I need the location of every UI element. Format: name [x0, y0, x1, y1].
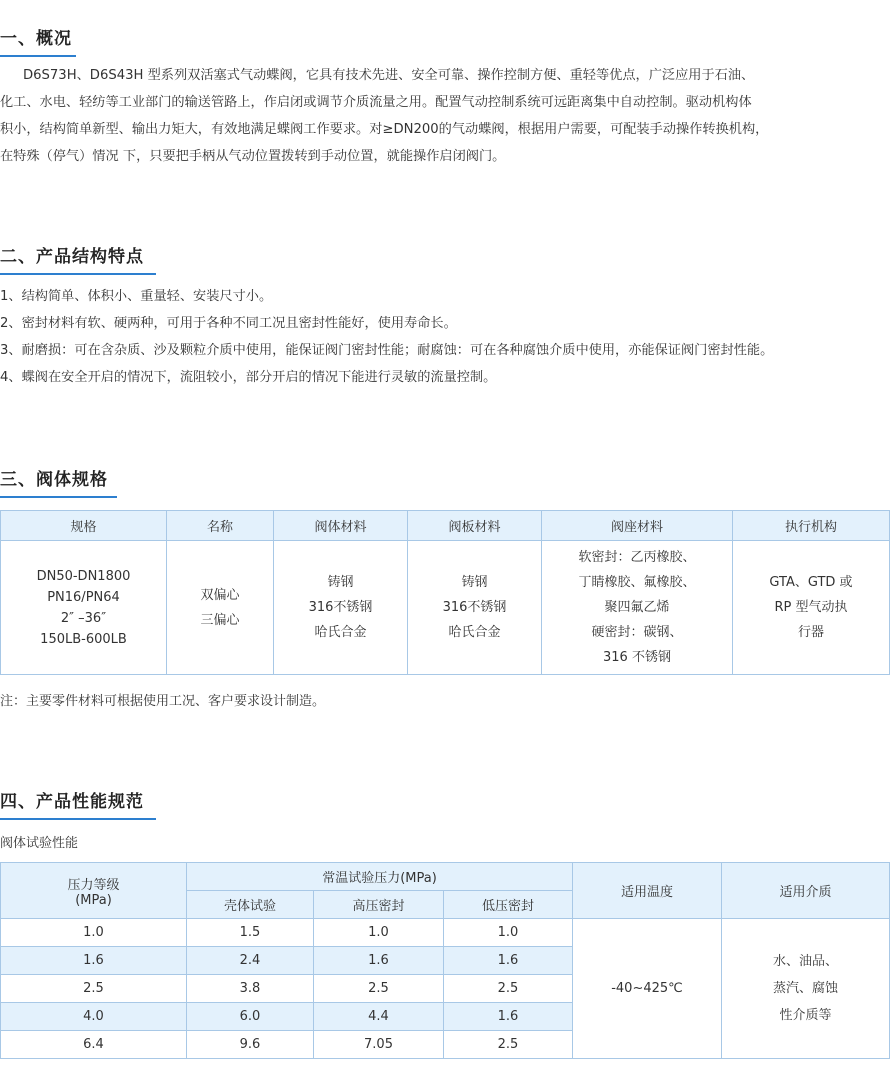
spec-cell-actuator: GTA、GTD 或 RP 型气动执 行器 [733, 541, 890, 675]
perf-header-test: 常温试验压力(MPa) [187, 863, 573, 891]
perf-high: 2.5 [314, 975, 444, 1003]
perf-low: 1.6 [444, 1003, 573, 1031]
overview-line-4: 在特殊（停气）情况 下，只要把手柄从气动位置拨转到手动位置，就能操作启闭阀门。 [0, 149, 506, 164]
perf-high: 1.0 [314, 919, 444, 947]
feature-item: 3、耐磨损：可在含杂质、沙及颗粒介质中使用，能保证阀门密封性能；耐腐蚀：可在各种腐蚀介质中使用，亦能保证阀门密封性能。 [0, 343, 774, 358]
perf-shell: 6.0 [187, 1003, 314, 1031]
spec-header: 阀座材料 [542, 511, 733, 541]
spec-note: 注：主要零件材料可根据使用工况、客户要求设计制造。 [0, 694, 326, 709]
perf-high: 4.4 [314, 1003, 444, 1031]
perf-pressure: 4.0 [1, 1003, 187, 1031]
spec-cell-body: 铸钢 316不锈钢 哈氏合金 [274, 541, 408, 675]
spec-header: 执行机构 [733, 511, 890, 541]
perf-temp: -40~425℃ [573, 919, 722, 1059]
table-row [1, 919, 890, 947]
overview-line-2: 化工、水电、轻纺等工业部门的输送管路上，作启闭或调节介质流量之用。配置气动控制系统可远距离集中自动控制。驱动机构体 [0, 95, 752, 110]
perf-low: 2.5 [444, 975, 573, 1003]
perf-shell: 9.6 [187, 1031, 314, 1059]
perf-header-low: 低压密封 [444, 891, 573, 919]
perf-header-shell: 壳体试验 [187, 891, 314, 919]
feature-item: 2、密封材料有软、硬两种，可用于各种不同工况且密封性能好，使用寿命长。 [0, 316, 457, 331]
perf-low: 1.6 [444, 947, 573, 975]
spec-header: 名称 [167, 511, 274, 541]
spec-table [0, 510, 890, 675]
perf-shell: 3.8 [187, 975, 314, 1003]
section-title-spec: 三、阀体规格 [0, 468, 108, 492]
perf-pressure: 1.0 [1, 919, 187, 947]
section-title-features: 二、产品结构特点 [0, 245, 144, 269]
spec-cell-name: 双偏心 三偏心 [167, 541, 274, 675]
perf-high: 7.05 [314, 1031, 444, 1059]
perf-pressure: 6.4 [1, 1031, 187, 1059]
spec-header: 规格 [1, 511, 167, 541]
perf-low: 1.0 [444, 919, 573, 947]
perf-pressure: 2.5 [1, 975, 187, 1003]
perf-shell: 2.4 [187, 947, 314, 975]
feature-item: 1、结构简单、体积小、重量轻、安装尺寸小。 [0, 289, 273, 304]
perf-header-medium: 适用介质 [722, 863, 890, 919]
overview-line-1: D6S73H、D6S43H 型系列双活塞式气动蝶阀，它具有技术先进、安全可靠、操作控制方便、重轻等优点，广泛应用于石油、 [23, 68, 755, 83]
spec-header: 阀体材料 [274, 511, 408, 541]
perf-low: 2.5 [444, 1031, 573, 1059]
overview-line-3: 积小，结构简单新型、输出力矩大，有效地满足蝶阀工作要求。对≥DN200的气动蝶阀，根据用户需要，可配装手动操作转换机构， [0, 122, 769, 137]
spec-cell-spec: DN50-DN1800 PN16/PN64 2″ –36″ 150LB-600LB [1, 541, 167, 675]
perf-header-high: 高压密封 [314, 891, 444, 919]
perf-shell: 1.5 [187, 919, 314, 947]
perf-header-temp: 适用温度 [573, 863, 722, 919]
section-title-performance: 四、产品性能规范 [0, 790, 144, 814]
perf-pressure: 1.6 [1, 947, 187, 975]
section-title-overview: 一、概况 [0, 27, 72, 51]
spec-cell-disc: 铸钢 316不锈钢 哈氏合金 [408, 541, 542, 675]
perf-high: 1.6 [314, 947, 444, 975]
spec-cell-seat: 软密封：乙丙橡胶、 丁睛橡胶、氟橡胶、 聚四氟乙烯 硬密封：碳钢、 316 不锈钢 [542, 541, 733, 675]
spec-header: 阀板材料 [408, 511, 542, 541]
performance-table [0, 862, 890, 1059]
feature-item: 4、蝶阀在安全开启的情况下，流阻较小，部分开启的情况下能进行灵敏的流量控制。 [0, 370, 497, 385]
perf-medium: 水、油品、 蒸汽、腐蚀 性介质等 [722, 919, 890, 1059]
perf-header-pressure: 压力等级 (MPa) [1, 863, 187, 919]
performance-subtitle: 阀体试验性能 [0, 836, 79, 851]
